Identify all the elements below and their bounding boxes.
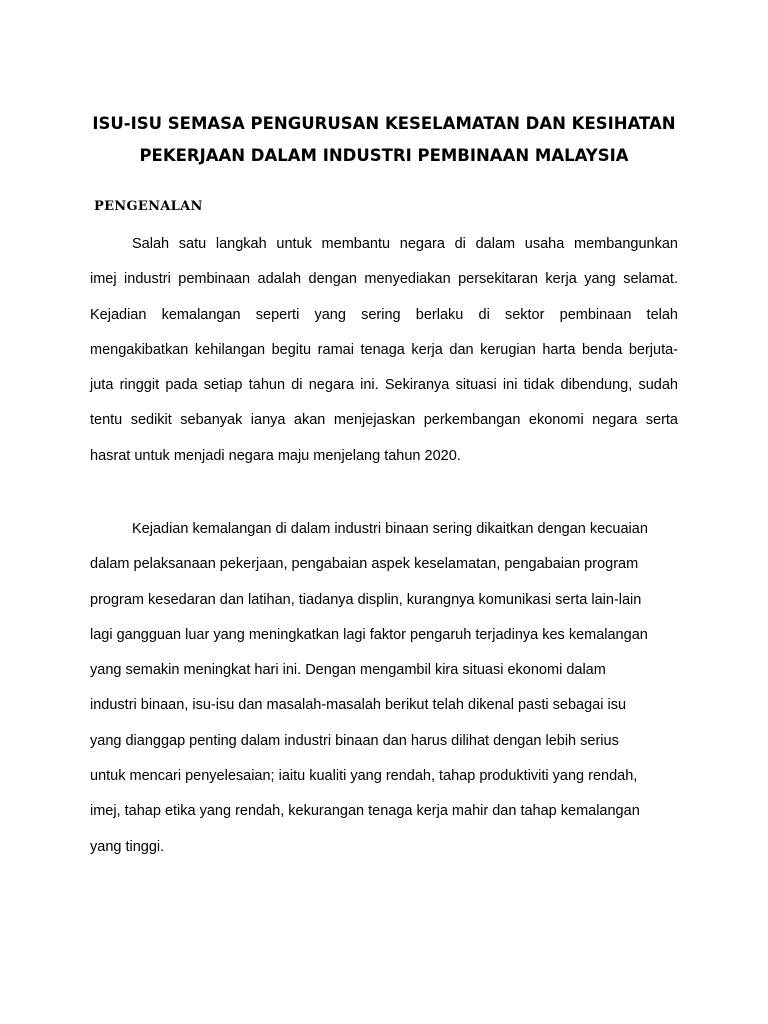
paragraph-line: hasrat untuk menjadi negara maju menjelang tahun 2020.	[90, 447, 461, 464]
title-line: ISU-ISU SEMASA PENGURUSAN KESELAMATAN DAN KESIHATAN	[92, 114, 676, 133]
paragraph-line: untuk mencari penyelesaian; iaitu kualiti yang rendah, tahap produktiviti yang rendah,	[90, 768, 638, 785]
paragraph-line: lagi gangguan luar yang meningkatkan lagi faktor pengaruh terjadinya kes kemalangan	[90, 626, 648, 643]
paragraph-line: Salah satu langkah untuk membantu negara di dalam usaha membangunkan	[132, 236, 678, 252]
paragraph-line: imej, tahap etika yang rendah, kekurangan tenaga kerja mahir dan tahap kemalangan	[90, 803, 640, 820]
paragraph-line: dalam pelaksanaan pekerjaan, pengabaian aspek keselamatan, pengabaian program	[90, 556, 639, 573]
paragraph-introduction-1	[90, 227, 678, 474]
paragraph-line: imej industri pembinaan adalah dengan menyediakan persekitaran kerja yang selamat.	[90, 271, 678, 288]
paragraph-line: juta ringgit pada setiap tahun di negara ini. Sekiranya situasi ini tidak dibendung, sudah	[90, 377, 678, 394]
paragraph-line: program kesedaran dan latihan, tiadanya displin, kurangnya komunikasi serta lain-lain	[90, 591, 642, 608]
paragraph-line: yang tinggi.	[90, 838, 165, 855]
paragraph-line: tentu sedikit sebanyak ianya akan menjejaskan perkembangan ekonomi negara serta	[90, 412, 678, 429]
paragraph-line: Kejadian kemalangan di dalam industri binaan sering dikaitkan dengan kecuaian	[132, 521, 648, 537]
paragraph-line: yang semakin meningkat hari ini. Dengan mengambil kira situasi ekonomi dalam	[90, 662, 606, 679]
paragraph-line: yang dianggap penting dalam industri binaan dan harus dilihat dengan lebih serius	[90, 732, 619, 749]
paragraph-line: industri binaan, isu-isu dan masalah-masalah berikut telah dikenal pasti sebagai isu	[90, 697, 627, 714]
paragraph-line: mengakibatkan kehilangan begitu ramai tenaga kerja dan kerugian harta benda berjuta-	[90, 341, 678, 358]
paragraph-line: Kejadian kemalangan seperti yang sering berlaku di sektor pembinaan telah	[90, 306, 678, 323]
paragraph-introduction-2	[90, 512, 678, 865]
section-heading: PENGENALAN	[94, 199, 203, 214]
document-title	[90, 108, 678, 172]
title-line: PEKERJAAN DALAM INDUSTRI PEMBINAAN MALAYSIA	[139, 146, 629, 165]
